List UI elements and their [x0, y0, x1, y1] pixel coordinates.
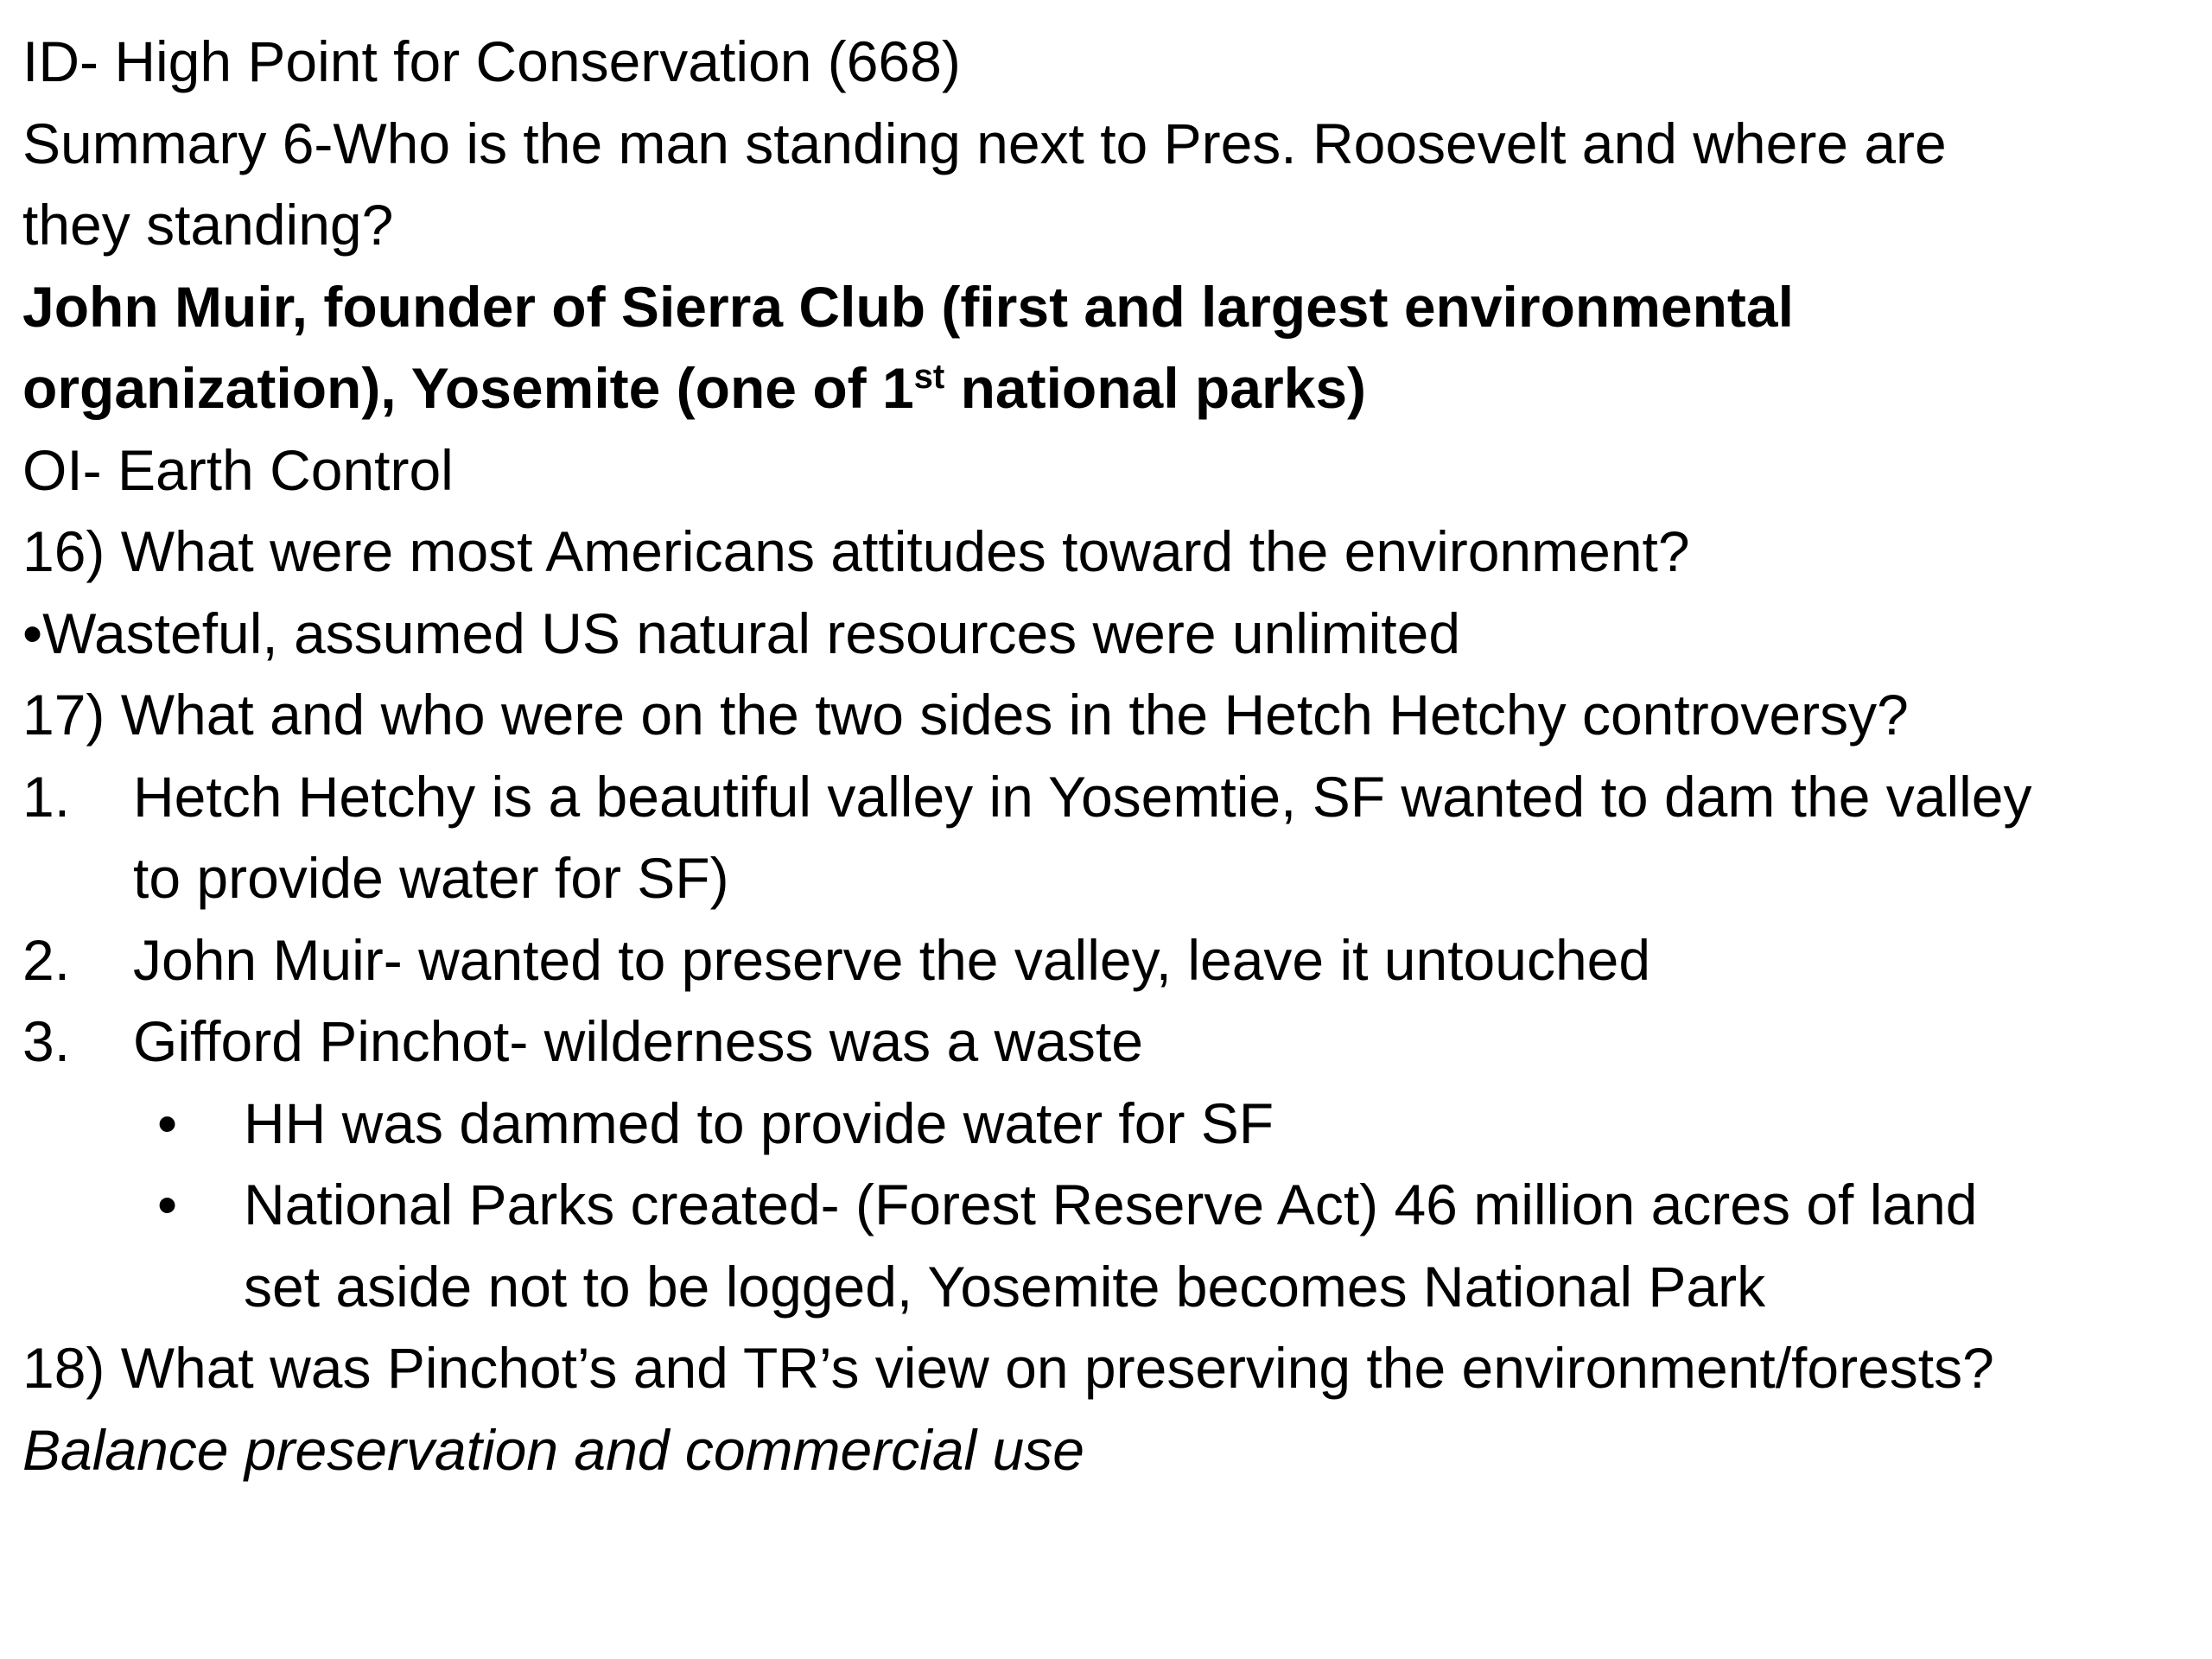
list-item-1-line-1: Hetch Hetchy is a beautiful valley in Yosemtie, SF wanted to dam the valley: [133, 764, 2032, 829]
summary-answer-part-a: organization), Yosemite (one of 1: [22, 356, 914, 420]
question-18: 18) What was Pinchot’s and TR’s view on preserving the environment/forests?: [22, 1336, 1994, 1400]
bullet-item-2-text: [244, 1164, 2196, 1327]
bullet-item-2: [22, 1164, 2212, 1327]
bullet-mark-2: •: [157, 1173, 178, 1236]
bullet-item-1: [22, 1083, 2212, 1165]
summary-question-line-2: they standing?: [22, 193, 394, 257]
id-heading: ID- High Point for Conservation (668): [22, 29, 961, 93]
bullet-item-1-text: HH was dammed to provide water for SF: [244, 1090, 1274, 1155]
list-item-1-text: [133, 756, 2207, 919]
summary-answer-line-2: [22, 347, 2212, 429]
question-16: 16) What were most Americans attitudes toward the environment?: [22, 519, 1690, 583]
bullet-item-2-line-1: National Parks created- (Forest Reserve Act) 46 million acres of land: [244, 1173, 1978, 1236]
bullet-item-2-line-2: set aside not to be logged, Yosemite becomes National Park: [244, 1254, 1766, 1319]
list-item-3: [22, 1001, 2212, 1083]
list-item-3-text: Gifford Pinchot- wilderness was a waste: [133, 1009, 1143, 1073]
list-item-2: [22, 919, 2212, 1001]
answer-16: •Wasteful, assumed US natural resources were unlimited: [22, 601, 1461, 665]
answer-18: Balance preservation and commercial use: [22, 1417, 1084, 1482]
list-number-3: 3.: [22, 1009, 71, 1073]
ordinal-superscript: st: [913, 358, 945, 396]
bullet-mark-1: •: [157, 1090, 178, 1155]
list-number-2: 2.: [22, 927, 71, 992]
list-item-1: [22, 756, 2212, 919]
list-number-1: 1.: [22, 764, 71, 829]
question-17: 17) What and who were on the two sides in the Hetch Hetchy controversy?: [22, 683, 1909, 747]
summary-question-line-1: Summary 6-Who is the man standing next to Pres. Roosevelt and where are: [22, 111, 1947, 175]
summary-answer-part-b: national parks): [944, 356, 1367, 420]
oi-heading: OI- Earth Control: [22, 437, 454, 502]
list-item-1-line-2: to provide water for SF): [133, 846, 729, 910]
summary-answer-line-1: John Muir, founder of Sierra Club (first and largest environmental: [22, 274, 1794, 339]
list-item-2-text: John Muir- wanted to preserve the valley, leave it untouched: [133, 927, 1651, 992]
